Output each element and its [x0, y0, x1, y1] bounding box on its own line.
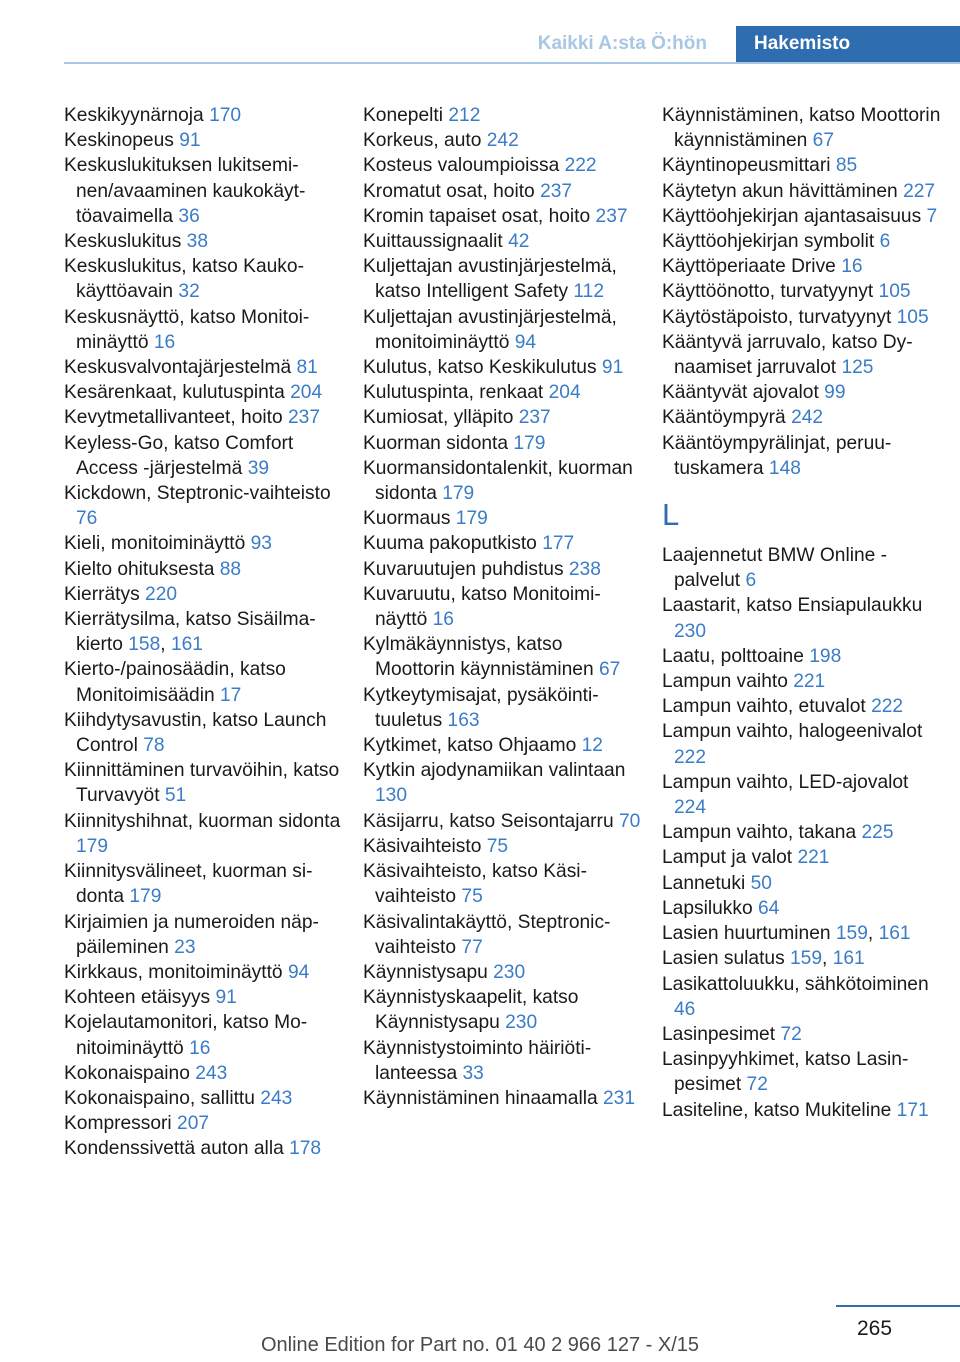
index-entry: [363, 1086, 645, 1111]
index-entry: [662, 305, 944, 330]
page-link[interactable]: 6: [879, 231, 891, 253]
index-entry-term: Kiinnittäminen turvavöihin, katso Turvavyöt: [64, 760, 340, 807]
index-entry: [363, 128, 645, 153]
page-link[interactable]: 16: [432, 609, 454, 631]
index-entry-term: Kääntöympyrälinjat, peruutuskamera: [662, 432, 892, 479]
page-link[interactable]: 237: [595, 205, 628, 227]
page-link[interactable]: 242: [486, 130, 519, 152]
page-link[interactable]: 221: [797, 847, 830, 869]
index-entry: [363, 1036, 645, 1086]
index-entry: [662, 229, 944, 254]
page-link[interactable]: 170: [209, 105, 242, 126]
index-entry-term: Käyttöohjekirjan symbolit: [662, 231, 875, 253]
index-entry: Lasien huurtuminen 159, 161: [662, 923, 911, 945]
index-entry: [363, 632, 645, 682]
page-header: [0, 0, 960, 62]
index-entry-term: Käynnistäminen, katso Moottorin käynnistäminen: [662, 105, 941, 152]
index-entry: [64, 305, 346, 355]
index-entry-term: Lasien sulatus: [662, 948, 785, 970]
page-link[interactable]: 130: [375, 785, 408, 807]
index-entry-term: Keskuslukitus: [64, 231, 182, 253]
index-entry-term: Käytetyn akun hävittäminen: [662, 180, 898, 202]
page-link[interactable]: 230: [674, 620, 707, 642]
index-entry-term: Lasiteline, katso Mukiteline: [662, 1099, 892, 1121]
page-link[interactable]: 204: [290, 382, 323, 404]
index-entry: [363, 758, 645, 808]
index-entry-term: Kulutus, katso Keskikulutus: [363, 357, 597, 379]
page-link[interactable]: 237: [288, 407, 321, 429]
page-link[interactable]: 32: [178, 281, 200, 303]
page-link[interactable]: 161: [832, 948, 865, 970]
index-entry: [662, 1022, 944, 1047]
index-entry: [363, 910, 645, 960]
index-entry: [363, 431, 645, 456]
page-link[interactable]: 207: [177, 1113, 210, 1135]
page-link[interactable]: 179: [513, 432, 546, 454]
index-entry-term: Kokonaispaino: [64, 1062, 190, 1084]
index-entry-term: Lasinpesimet: [662, 1023, 776, 1045]
index-entry-term: Lasien huurtuminen: [662, 923, 831, 945]
index-entry-term: Kesärenkaat, kulutuspinta: [64, 382, 285, 404]
index-entry-term: Keskusvalvontajärjestelmä: [64, 357, 292, 379]
page-link[interactable]: 81: [296, 357, 318, 379]
page-link[interactable]: 179: [455, 508, 488, 530]
page-link[interactable]: 50: [750, 872, 772, 894]
page-link[interactable]: 221: [793, 671, 826, 693]
page-number: 265: [857, 1317, 893, 1340]
page-link[interactable]: 78: [143, 735, 165, 757]
index-entry: [662, 1098, 944, 1123]
footer-divider: [836, 1305, 960, 1307]
index-entry-term: Korkeus, auto: [363, 130, 482, 152]
index-entry: [363, 229, 645, 254]
index-entry: [363, 405, 645, 430]
index-entry-term: Käsivaihteisto, katso Käsivaihteisto: [363, 861, 587, 908]
index-entry-term: Kevytmetallivanteet, hoito: [64, 407, 283, 429]
index-entry: [64, 910, 346, 960]
index-entry: [363, 531, 645, 556]
index-entry: [662, 845, 944, 870]
page-link[interactable]: 93: [250, 533, 272, 555]
index-entry: [64, 380, 346, 405]
index-entry: [64, 657, 346, 707]
index-entry: [662, 380, 944, 405]
index-entry-term: Käyntinopeusmittari: [662, 155, 831, 177]
index-entry-term: Laatu, polttoaine: [662, 645, 804, 667]
index-entry-term: Kytkin ajodynamiikan valintaan: [363, 760, 626, 782]
index-entry-term: Kytkimet, katso Ohjaamo: [363, 735, 577, 757]
index-entry: [662, 254, 944, 279]
index-entry: [64, 128, 346, 153]
index-entry: [662, 669, 944, 694]
page-link[interactable]: 231: [603, 1087, 636, 1109]
index-entry: [64, 1111, 346, 1136]
index-entry-term: Käynnistysapu: [363, 961, 488, 983]
page-link[interactable]: 125: [841, 357, 874, 379]
index-entry: [662, 820, 944, 845]
page-link[interactable]: 178: [289, 1138, 322, 1160]
page-link[interactable]: 23: [174, 936, 196, 958]
page-link[interactable]: 198: [809, 645, 842, 667]
index-entry: [363, 834, 645, 859]
index-entry: [363, 380, 645, 405]
index-entry: [662, 871, 944, 896]
header-chapter-tab[interactable]: Hakemisto: [736, 26, 960, 62]
page-link[interactable]: 91: [601, 357, 624, 379]
index-entry-term: Kuormansidontalenkit, kuorman sidonta: [363, 457, 633, 505]
index-entry-term: Kielto ohituksesta: [64, 558, 215, 580]
index-entry: [662, 179, 944, 204]
index-entry-term: Käsivalintakäyttö, Steptronic-vaihteisto: [363, 911, 611, 958]
page-link[interactable]: 38: [186, 231, 208, 253]
page-link[interactable]: 16: [841, 256, 863, 278]
index-entry: [363, 204, 645, 229]
index-entry-term: Keskuslukitus, katso Kaukokäyttöavain: [64, 256, 304, 303]
page-link[interactable]: 230: [505, 1012, 538, 1034]
index-entry: Lasien sulatus 159, 161: [662, 948, 865, 970]
page-link[interactable]: 179: [442, 483, 475, 505]
index-entry-term: Kieli, monitoiminäyttö: [64, 533, 246, 555]
page-link[interactable]: 72: [746, 1074, 768, 1096]
index-entry-term: Kohteen etäisyys: [64, 987, 211, 1009]
index-entry-term: Käytöstäpoisto, turvatyynyt: [662, 306, 892, 328]
index-entry: [363, 557, 645, 582]
index-entry-term: Lapsilukko: [662, 897, 753, 919]
index-entry: [363, 960, 645, 985]
header-section-title[interactable]: Kaikki A:sta Ö:hön: [537, 33, 707, 54]
index-entry: [363, 456, 645, 506]
page-link[interactable]: 70: [618, 810, 641, 832]
page-link[interactable]: 212: [448, 105, 481, 126]
index-entry: [64, 103, 346, 128]
index-entry: [64, 153, 346, 229]
index-entry-term: Kuvaruutujen puhdistus: [363, 558, 564, 580]
page-link[interactable]: 220: [145, 583, 178, 605]
index-entry-term: Kuorman sidonta: [363, 432, 509, 454]
index-entry: [662, 593, 944, 643]
page-link[interactable]: 161: [878, 923, 911, 945]
header-divider: [64, 62, 960, 64]
page-link[interactable]: 227: [903, 180, 936, 202]
page-link[interactable]: 33: [462, 1062, 484, 1084]
index-entry: [363, 582, 645, 632]
page-link[interactable]: 12: [581, 735, 603, 757]
index-entry-term: Kiihdytysavustin, katso Launch Control: [64, 709, 327, 757]
index-entry-term: Kickdown, Steptronic-vaihteisto: [64, 483, 331, 505]
page-link[interactable]: 16: [189, 1037, 211, 1059]
index-entry: [363, 859, 645, 909]
index-entry: [64, 557, 346, 582]
index-entry: [662, 644, 944, 669]
index-entry: [64, 960, 346, 985]
index-entry: [363, 809, 645, 834]
index-entry-term: Kääntöympyrä: [662, 407, 786, 429]
index-entry: [64, 1086, 346, 1111]
index-entry: [64, 254, 346, 304]
page-link[interactable]: 225: [861, 822, 894, 844]
page-link[interactable]: 148: [768, 457, 801, 479]
page-link[interactable]: 222: [564, 155, 597, 177]
index-entry-term: Kompressori: [64, 1113, 172, 1135]
page-link[interactable]: 159: [790, 948, 823, 970]
page-link[interactable]: 171: [896, 1099, 929, 1121]
index-entry: [64, 859, 346, 909]
page-link[interactable]: 64: [758, 897, 780, 919]
index-entry: [662, 279, 944, 304]
page-link[interactable]: 237: [518, 407, 551, 429]
page-link[interactable]: 158: [128, 634, 161, 656]
edition-footer: Online Edition for Part no. 01 40 2 966 127 - X/15: [260, 1334, 700, 1356]
index-column-2: [363, 103, 645, 1111]
index-entry: [662, 405, 944, 430]
page-link[interactable]: 230: [493, 961, 526, 983]
index-entry: [363, 985, 645, 1035]
index-entry: [363, 103, 645, 128]
index-entry-term: Käyttöperiaate Drive: [662, 256, 836, 278]
page-link[interactable]: 77: [461, 936, 483, 958]
index-entry: [662, 694, 944, 719]
page-link[interactable]: 51: [164, 785, 187, 807]
page-link[interactable]: 6: [745, 570, 757, 592]
page-link[interactable]: 94: [287, 961, 310, 983]
page-link[interactable]: 67: [598, 659, 621, 681]
index-entry: [64, 582, 346, 607]
index-entry: [64, 1010, 346, 1060]
page-link[interactable]: 85: [835, 155, 858, 177]
index-entry: [64, 985, 346, 1010]
index-entry-term: Kierto-/painosäädin, katso Monitoimisäädin: [64, 659, 286, 706]
index-entry-term: Lannetuki: [662, 872, 746, 894]
index-entry: [64, 758, 346, 808]
index-entry: [363, 179, 645, 204]
index-entry-term: Käynnistyskaapelit, katso Käynnistysapu: [363, 987, 579, 1034]
index-entry: [662, 896, 944, 921]
page-link[interactable]: 224: [674, 797, 707, 819]
page-link[interactable]: 7: [926, 205, 938, 227]
index-entry-term: Kosteus valoumpioissa: [363, 155, 560, 177]
index-entry-term: Kulutuspinta, renkaat: [363, 382, 544, 404]
page-link[interactable]: 161: [170, 634, 203, 656]
index-entry-term: Keskinopeus: [64, 130, 174, 152]
page-link[interactable]: 67: [812, 130, 835, 152]
page-link[interactable]: 91: [179, 130, 201, 152]
index-column-1: [64, 103, 346, 1162]
page-link[interactable]: 75: [486, 835, 509, 857]
index-entry-term: Kirkkaus, monitoiminäyttö: [64, 961, 283, 983]
index-entry-term: Käsivaihteisto: [363, 835, 482, 857]
page-link[interactable]: 243: [260, 1087, 293, 1109]
index-entry-term: Laajennetut BMW Online -palvelut: [662, 545, 888, 592]
index-entry-term: Käyttöönotto, turvatyynyt: [662, 281, 874, 303]
page-link[interactable]: 105: [896, 306, 929, 328]
index-letter-heading: L: [662, 497, 680, 533]
index-entry-term: Lasikattoluukku, sähkötoiminen: [662, 973, 929, 995]
index-entry-term: Kromatut osat, hoito: [363, 180, 535, 202]
index-entry: [662, 153, 944, 178]
page-link[interactable]: 112: [573, 281, 604, 303]
page-link[interactable]: 17: [220, 684, 242, 706]
index-entry: [363, 254, 645, 304]
index-entry: [662, 103, 944, 153]
page-link[interactable]: 39: [247, 457, 270, 479]
page-link[interactable]: 36: [178, 205, 200, 227]
index-entry-term: Käsijarru, katso Seisontajarru: [363, 810, 614, 832]
index-entry-term: Kojelautamonitori, katso Monitoiminäyttö: [64, 1012, 308, 1059]
page-link[interactable]: 75: [461, 886, 483, 908]
page-link[interactable]: 91: [215, 987, 237, 1009]
page-link[interactable]: 46: [674, 998, 696, 1020]
page-link[interactable]: 88: [219, 558, 242, 580]
index-entry-term: Lampun vaihto: [662, 671, 788, 693]
index-entry: [64, 431, 346, 481]
index-entry-term: Kääntyvät ajovalot: [662, 382, 819, 404]
index-entry: [662, 1047, 944, 1097]
index-entry-term: Keskusnäyttö, katso Monitoiminäyttö: [64, 306, 310, 353]
index-entry-term: Lampun vaihto, etuvalot: [662, 696, 866, 718]
index-entry: [64, 481, 346, 531]
index-entry: [363, 683, 645, 733]
index-entry: [64, 355, 346, 380]
page-link[interactable]: 179: [129, 886, 162, 908]
page-link[interactable]: 72: [780, 1023, 802, 1045]
page-link[interactable]: 222: [674, 746, 707, 768]
page-link[interactable]: 105: [878, 281, 911, 303]
page-link[interactable]: 237: [540, 180, 573, 202]
index-entry-term: Käyttöohjekirjan ajantasaisuus: [662, 205, 922, 227]
index-entry-term: Keyless-Go, katso Comfort Access -järjestelmä: [64, 432, 294, 479]
page-link[interactable]: 99: [824, 382, 846, 404]
index-entry: [64, 531, 346, 556]
index-entry: [363, 355, 645, 380]
index-entry-term: Käynnistystoiminto häiriötilanteessa: [363, 1037, 592, 1084]
index-entry-term: Lampun vaihto, takana: [662, 822, 857, 844]
index-entry-term: Kromin tapaiset osat, hoito: [363, 205, 591, 227]
index-entry-term: Kuvaruutu, katso Monitoiminäyttö: [363, 583, 601, 631]
index-column-3: [662, 103, 944, 1123]
index-entry-term: Kokonaispaino, sallittu: [64, 1087, 255, 1109]
index-entry: [64, 809, 346, 859]
index-entry-term: Kuittaussignaalit: [363, 231, 503, 253]
index-entry-term: Kylmäkäynnistys, katso Moottorin käynnistäminen: [363, 634, 594, 681]
index-entry: [662, 719, 944, 769]
index-entry: [363, 506, 645, 531]
page-link[interactable]: 238: [568, 558, 601, 580]
index-entry-term: Keskuslukituksen lukitseminen/avaaminen kaukokäyttöavaimella: [64, 155, 306, 227]
index-entry-term: Laastarit, katso Ensiapulaukku: [662, 595, 923, 617]
index-entry: [662, 770, 944, 820]
index-entry: Kierrätysilma, katso Sisäilmakierto 158, 161: [64, 609, 316, 656]
index-entry: [363, 153, 645, 178]
page-link[interactable]: 159: [835, 923, 868, 945]
page-link[interactable]: 204: [548, 382, 581, 404]
index-entry: [662, 543, 944, 593]
index-entry: [662, 972, 944, 1022]
index-entry: [662, 330, 944, 380]
page-link[interactable]: 163: [447, 709, 480, 731]
index-entry-term: Kääntyvä jarruvalo, katso Dynaamiset jarruvalot: [662, 331, 913, 379]
index-entry: [662, 431, 944, 481]
index-entry-term: Lampun vaihto, halogeenivalot: [662, 721, 923, 743]
index-entry: [64, 1136, 346, 1161]
index-entry-term: Konepelti: [363, 105, 444, 126]
index-entry: [64, 229, 346, 254]
index-entry: [64, 708, 346, 758]
index-entry-term: Kondenssivettä auton alla: [64, 1138, 284, 1160]
index-entry-term: Kiinnitysvälineet, kuorman sidonta: [64, 861, 313, 908]
page-link[interactable]: 16: [153, 331, 176, 353]
page-link[interactable]: 76: [76, 508, 98, 530]
index-entry-term: Kuuma pakoputkisto: [363, 533, 537, 555]
index-entry-term: Kuljettajan avustinjärjestelmä, monitoiminäyttö: [363, 306, 617, 353]
index-entry-term: Lamput ja valot: [662, 847, 793, 869]
page-link[interactable]: 177: [542, 533, 575, 555]
index-entry-term: Lasinpyyhkimet, katso Lasinpesimet: [662, 1049, 909, 1096]
index-entry-term: Kuormaus: [363, 508, 451, 530]
index-entry: [64, 1061, 346, 1086]
index-entry: [363, 733, 645, 758]
index-entry-term: Lampun vaihto, LED-ajovalot: [662, 771, 909, 793]
index-entry-term: Kiinnityshihnat, kuorman sidonta: [64, 810, 341, 832]
index-entry-term: Kytkeytymisajat, pysäköintituuletus: [363, 684, 599, 731]
page-link[interactable]: 243: [195, 1062, 228, 1084]
index-entry-term: Kirjaimien ja numeroiden näppäileminen: [64, 911, 319, 958]
index-entry-term: Kierrätys: [64, 583, 140, 605]
page-link[interactable]: 94: [514, 331, 537, 353]
index-entry: [363, 305, 645, 355]
page-link[interactable]: 222: [871, 696, 904, 718]
index-entry-term: Kierrätysilma, katso Sisäilmakierto: [64, 609, 316, 656]
index-entry: [662, 204, 944, 229]
index-entry-term: Kuljettajan avustinjärjestelmä, katso Intelligent Safety: [363, 256, 617, 303]
page-link[interactable]: 42: [508, 231, 530, 253]
page-link[interactable]: 242: [791, 407, 824, 429]
index-entry: [64, 405, 346, 430]
index-entry-term: Käynnistäminen hinaamalla: [363, 1087, 598, 1109]
index-entry-term: Kumiosat, ylläpito: [363, 407, 514, 429]
index-entry-term: Keskikyynärnoja: [64, 105, 204, 126]
page-link[interactable]: 179: [76, 835, 109, 857]
